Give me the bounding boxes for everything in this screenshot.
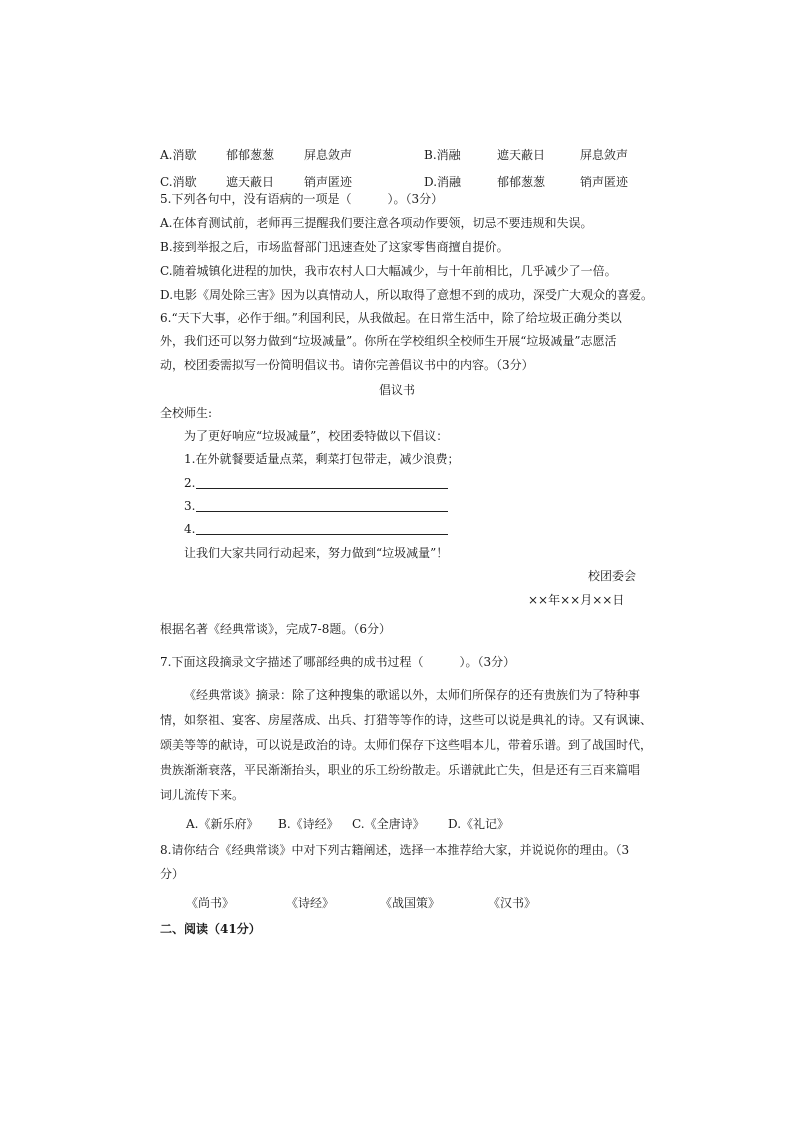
q5-option-b: B.接到举报之后，市场监督部门迅速查处了这家零售商擅自提价。 bbox=[160, 240, 509, 254]
letter-item-1: 1.在外就餐要适量点菜，剩菜打包带走，减少浪费； bbox=[184, 452, 460, 466]
letter-signature: 校团委会 bbox=[588, 569, 637, 583]
letter-item-2-number: 2. bbox=[184, 476, 196, 490]
q6-line-3: 动，校团委需拟写一份简明倡议书。请你完善倡议书中的内容。（3分） bbox=[160, 358, 534, 372]
q5-stem: 5.下列各句中，没有语病的一项是（ ）。（3分） bbox=[160, 192, 444, 206]
letter-title: 倡议书 bbox=[379, 383, 416, 397]
q4-option-a-word2: 屏息敛声 bbox=[304, 148, 353, 162]
q4-option-c-label: C.消歇 bbox=[160, 175, 197, 189]
answer-blank-4[interactable] bbox=[196, 534, 448, 535]
section-2-heading: 二、阅读（41分） bbox=[160, 922, 261, 936]
q4-option-b-label: B.消融 bbox=[424, 148, 461, 162]
q6-line-2: 外，我们还可以努力做到“垃圾减量”。你所在学校组织全校师生开展“垃圾减量”志愿活 bbox=[160, 334, 617, 348]
answer-blank-3[interactable] bbox=[196, 511, 448, 512]
q7-passage-line-5: 词儿流传下来。 bbox=[160, 788, 245, 802]
q7-option-c: C.《全唐诗》 bbox=[352, 817, 425, 831]
q7-passage-line-4: 贵族渐渐衰落，平民渐渐抬头，职业的乐工纷纷散走。乐谱就此亡失，但是还有三百来篇唱 bbox=[160, 763, 641, 777]
letter-salutation: 全校师生: bbox=[160, 406, 213, 420]
q7-passage-line-2: 情，如祭祖、宴客、房屋落成、出兵、打猎等等作的诗，这些可以说是典礼的诗。又有讽谏、 bbox=[160, 713, 653, 727]
letter-item-4-number: 4. bbox=[184, 522, 196, 536]
book-option-2: 《诗经》 bbox=[286, 896, 335, 910]
letter-item-3-number: 3. bbox=[184, 499, 196, 513]
q7-option-d: D.《礼记》 bbox=[448, 817, 510, 831]
answer-blank-2[interactable] bbox=[196, 488, 448, 489]
q7-option-b: B.《诗经》 bbox=[278, 817, 339, 831]
book-option-3: 《战国策》 bbox=[380, 896, 441, 910]
q4-option-d-label: D.消融 bbox=[424, 175, 462, 189]
q4-option-d-word1: 郁郁葱葱 bbox=[497, 175, 546, 189]
q7-stem: 7.下面这段摘录文字描述了哪部经典的成书过程（ ）。（3分） bbox=[160, 655, 516, 669]
book-option-4: 《汉书》 bbox=[488, 896, 537, 910]
q4-option-c-word2: 销声匿迹 bbox=[304, 175, 353, 189]
q7-passage-line-3: 颂美等等的献诗，可以说是政治的诗。太师们保存下这些唱本儿，带着乐谱。到了战国时代， bbox=[160, 738, 653, 752]
q5-option-c: C.随着城镇化进程的加快，我市农村人口大幅减少，与十年前相比，几乎减少了一倍。 bbox=[160, 264, 617, 278]
letter-intro: 为了更好响应“垃圾减量”，校团委特做以下倡议： bbox=[184, 429, 449, 443]
q78-intro: 根据名著《经典常谈》，完成7-8题。（6分） bbox=[160, 622, 391, 636]
q6-line-1: 6.“天下大事，必作于细。”利国利民，从我做起。在日常生活中，除了给垃圾正确分类以 bbox=[160, 311, 622, 325]
q4-option-b-word2: 屏息敛声 bbox=[580, 148, 629, 162]
q8-stem-line-2: 分） bbox=[160, 867, 185, 881]
q4-option-a-word1: 郁郁葱葱 bbox=[226, 148, 275, 162]
q4-option-a-label: A.消歇 bbox=[160, 148, 197, 162]
letter-date: ××年××月××日 bbox=[528, 593, 625, 607]
q5-option-a: A.在体育测试前，老师再三提醒我们要注意各项动作要领，切忌不要违规和失误。 bbox=[160, 216, 593, 230]
letter-closing: 让我们大家共同行动起来，努力做到“垃圾减量”！ bbox=[184, 546, 449, 560]
q7-option-a: A.《新乐府》 bbox=[186, 817, 259, 831]
book-option-1: 《尚书》 bbox=[186, 896, 235, 910]
q4-option-c-word1: 遮天蔽日 bbox=[226, 175, 275, 189]
q4-option-b-word1: 遮天蔽日 bbox=[497, 148, 546, 162]
q8-stem-line-1: 8.请你结合《经典常谈》中对下列古籍阐述，选择一本推荐给大家，并说说你的理由。（3 bbox=[160, 843, 630, 857]
q5-option-d: D.电影《周处除三害》因为以真情动人，所以取得了意想不到的成功，深受广大观众的喜爱。 bbox=[160, 288, 654, 302]
q7-passage-line-1: 《经典常谈》摘录：除了这种搜集的歌谣以外，太师们所保存的还有贵族们为了特种事 bbox=[184, 688, 641, 702]
q4-option-d-word2: 销声匿迹 bbox=[580, 175, 629, 189]
